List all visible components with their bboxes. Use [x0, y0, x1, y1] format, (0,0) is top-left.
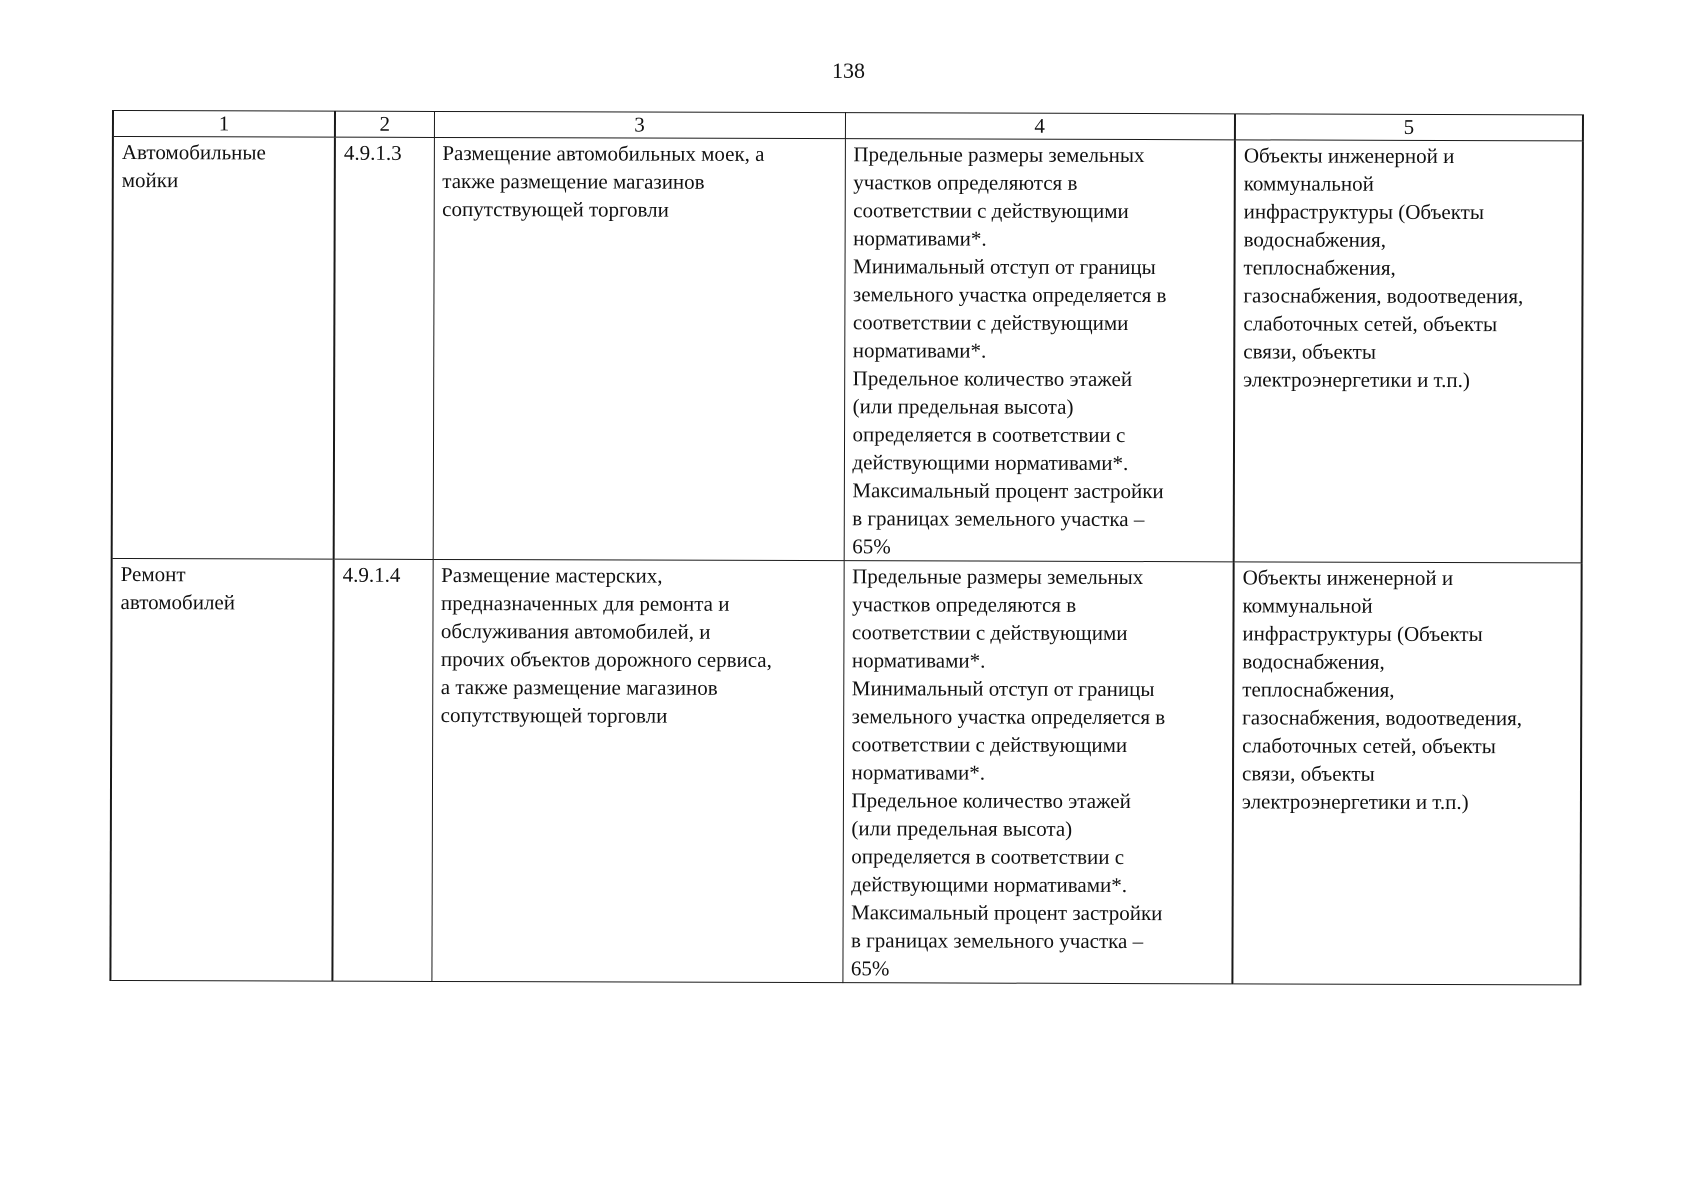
use-description-line: предназначенных для ремонта и [441, 590, 730, 616]
auxiliary-uses-line: слаботочных сетей, объекты [1242, 733, 1496, 759]
parameters-line: соответствии с действующими [851, 620, 1128, 646]
use-description-line: прочих объектов дорожного сервиса, [440, 646, 772, 672]
parameters-line: нормативами*. [853, 226, 987, 251]
parameters-line: земельного участка определяется в [851, 704, 1166, 730]
auxiliary-uses-line: водоснабжения, [1243, 227, 1387, 252]
parameters-line: 65% [852, 534, 891, 559]
parameters-line: соответствии с действующими [852, 310, 1129, 336]
parameters-line: действующими нормативами*. [851, 872, 1128, 898]
parameters-line: в границах земельного участка – [851, 928, 1144, 954]
parameters-line: Минимальный отступ от границы [853, 254, 1156, 280]
table-row [112, 137, 1583, 563]
auxiliary-uses-line: Объекты инженерной и [1242, 565, 1454, 590]
parameters-line: нормативами*. [851, 648, 986, 673]
parameters-line: земельного участка определяется в [852, 282, 1167, 308]
parameters-line: определяется в соответствии с [852, 422, 1126, 448]
auxiliary-uses-line: газоснабжения, водоотведения, [1243, 283, 1524, 309]
use-description-cell [433, 137, 845, 560]
auxiliary-uses-line: газоснабжения, водоотведения, [1242, 705, 1523, 731]
use-name-line: автомобилей [120, 590, 236, 615]
page-number: 138 [832, 58, 865, 83]
auxiliary-uses-line: электроэнергетики и т.п.) [1243, 367, 1470, 393]
parameters-cell [844, 139, 1235, 562]
auxiliary-uses-line: инфраструктуры (Объекты [1243, 199, 1485, 225]
use-code-cell: 4.9.1.4 [332, 559, 432, 981]
parameters-line: участков определяются в [853, 170, 1078, 195]
use-description-line: сопутствующей торговли [442, 196, 669, 222]
auxiliary-uses-line: связи, объекты [1242, 761, 1375, 786]
parameters-line: в границах земельного участка – [852, 506, 1145, 532]
auxiliary-uses-line: водоснабжения, [1242, 649, 1385, 674]
parameters-line: (или предельная высота) [851, 816, 1073, 841]
auxiliary-uses-line: теплоснабжения, [1243, 255, 1396, 280]
auxiliary-uses-line: Объекты инженерной и [1243, 143, 1455, 168]
use-description-cell [431, 559, 843, 982]
auxiliary-uses-line: инфраструктуры (Объекты [1242, 621, 1483, 647]
parameters-line: 65% [850, 956, 890, 981]
parameters-line: участков определяются в [852, 592, 1077, 617]
parameters-line: Предельное количество этажей [852, 366, 1133, 392]
parameters-line: Максимальный процент застройки [851, 900, 1163, 926]
parameters-line: Максимальный процент застройки [852, 478, 1164, 504]
use-description-line: Размещение мастерских, [441, 562, 663, 588]
parameters-line: нормативами*. [852, 338, 987, 363]
use-description-line: а также размещение магазинов [440, 674, 718, 700]
parameters-line: соответствии с действующими [853, 198, 1129, 224]
use-name-line: мойки [121, 168, 179, 193]
column-header-3: 3 [434, 111, 845, 138]
parameters-line: Предельное количество этажей [851, 788, 1131, 814]
parameters-line: Минимальный отступ от границы [851, 676, 1155, 702]
auxiliary-uses-cell [1232, 562, 1581, 985]
land-use-table [109, 110, 1584, 985]
table-body [110, 137, 1582, 985]
use-description-line: обслуживания автомобилей, и [440, 618, 711, 644]
column-header-1: 1 [113, 111, 335, 138]
parameters-line: соответствии с действующими [851, 732, 1128, 758]
parameters-line: нормативами*. [851, 760, 986, 785]
column-header-2: 2 [335, 111, 434, 137]
auxiliary-uses-line: коммунальной [1242, 593, 1373, 618]
land-use-table-wrapper [109, 110, 1582, 985]
column-header-4: 4 [845, 113, 1235, 140]
parameters-cell [842, 561, 1233, 984]
column-header-5: 5 [1235, 114, 1583, 141]
auxiliary-uses-cell [1234, 140, 1583, 563]
auxiliary-uses-line: коммунальной [1243, 171, 1374, 196]
table-row [110, 559, 1581, 985]
use-name-cell [110, 559, 333, 982]
use-name-line: Автомобильные [121, 140, 266, 165]
parameters-line: Предельные размеры земельных [853, 142, 1145, 168]
auxiliary-uses-line: слаботочных сетей, объекты [1243, 311, 1498, 337]
use-description-line: сопутствующей торговли [440, 702, 668, 728]
use-description-line: также размещение магазинов [442, 168, 705, 194]
use-code-cell: 4.9.1.3 [334, 137, 434, 559]
auxiliary-uses-line: электроэнергетики и т.п.) [1241, 789, 1469, 815]
auxiliary-uses-line: связи, объекты [1243, 339, 1377, 364]
use-description-line: Размещение автомобильных моек, а [442, 140, 765, 166]
parameters-line: (или предельная высота) [852, 394, 1074, 419]
auxiliary-uses-line: теплоснабжения, [1242, 677, 1395, 702]
parameters-line: определяется в соответствии с [851, 844, 1125, 870]
use-name-line: Ремонт [120, 562, 186, 587]
parameters-line: Предельные размеры земельных [852, 564, 1144, 590]
parameters-line: действующими нормативами*. [852, 450, 1129, 476]
use-name-cell [112, 137, 335, 560]
